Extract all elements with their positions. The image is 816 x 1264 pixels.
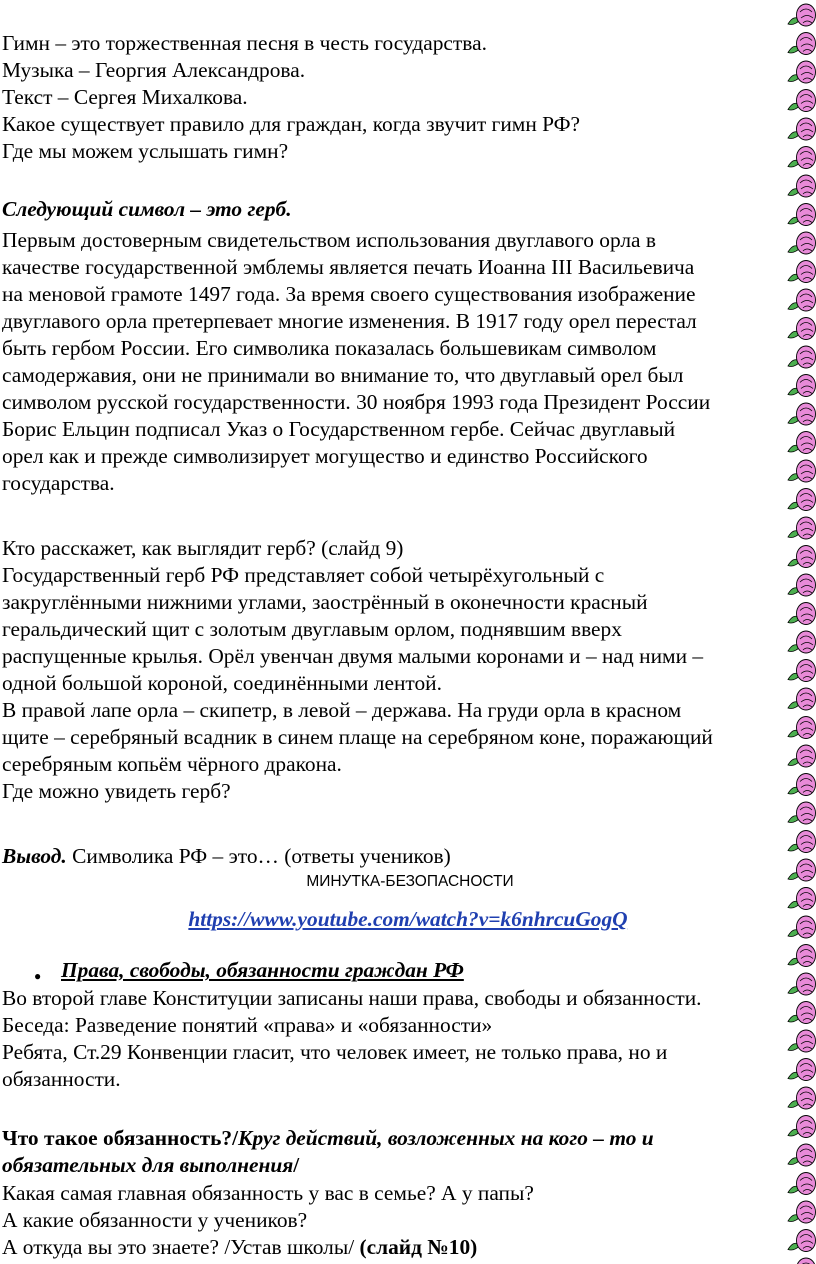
rose-icon [788, 973, 816, 995]
rose-icon [788, 1087, 816, 1109]
rose-icon [788, 774, 816, 796]
coat-line: государства. [2, 471, 115, 495]
rose-icon [788, 4, 816, 26]
anthem-music: Музыка – Георгия Александрова. [2, 58, 306, 82]
rose-icon [788, 574, 816, 596]
conclusion-text: Символика РФ – это… (ответы учеников) [66, 844, 451, 868]
video-link[interactable]: https://www.youtube.com/watch?v=k6nhrcuGogQ [188, 907, 628, 931]
duty-slash: / [293, 1153, 300, 1177]
rose-icon [788, 261, 816, 283]
rose-icon [788, 631, 816, 653]
duty-question-line [2, 1125, 654, 1152]
rose-icon [788, 546, 816, 568]
describe-line: распущенные крылья. Орёл увенчан двумя малыми коронами и – над ними – [2, 644, 704, 668]
rose-icon [788, 118, 816, 140]
last-line-text: А откуда вы это знаете? /Устав школы/ [2, 1235, 355, 1259]
rose-icon [788, 289, 816, 311]
rights-line: Беседа: Разведение понятий «права» и «обязанности» [2, 1013, 493, 1037]
describe-line: закруглёнными нижними углами, заострённый в оконечности красный [2, 590, 648, 614]
anthem-definition: Гимн – это торжественная песня в честь государства. [2, 31, 487, 55]
rights-heading: Права, свободы, обязанности граждан РФ [61, 958, 464, 982]
rights-line: Во второй главе Конституции записаны наши права, свободы и обязанности. [2, 986, 702, 1010]
describe-line: В правой лапе орла – скипетр, в левой – держава. На груди орла в красном [2, 698, 682, 722]
rose-icon [788, 61, 816, 83]
duty-question: Что такое обязанность?/ [2, 1126, 239, 1150]
rose-icon [788, 517, 816, 539]
rose-icon [788, 688, 816, 710]
rose-icon [788, 175, 816, 197]
rose-icon [788, 945, 816, 967]
rose-icon [788, 489, 816, 511]
describe-line: одной большой короной, соединёнными лентой. [2, 671, 442, 695]
anthem-rule-question: Какое существует правило для граждан, когда звучит гимн РФ? [2, 112, 581, 136]
rose-icon [788, 318, 816, 340]
describe-line: Государственный герб РФ представляет собой четырёхугольный с [2, 563, 605, 587]
conclusion-label: Вывод. [2, 844, 67, 868]
rose-icon [788, 603, 816, 625]
coat-heading: Следующий символ – это герб. [2, 197, 292, 221]
rose-icon [788, 802, 816, 824]
rose-icon [788, 745, 816, 767]
rose-border-decoration [786, 0, 816, 1264]
rose-icon [788, 1144, 816, 1166]
rose-icon [788, 346, 816, 368]
anthem-text: Текст – Сергея Михалкова. [2, 85, 248, 109]
describe-line: Кто расскажет, как выглядит герб? (слайд 9) [2, 536, 404, 560]
rose-icon [788, 90, 816, 112]
duty-definition-2: обязательных для выполнения [2, 1153, 294, 1177]
describe-line: Где можно увидеть герб? [2, 779, 231, 803]
describe-line: щите – серебряный всадник в синем плаще на серебряном коне, поражающий [2, 725, 713, 749]
rose-icon [788, 33, 816, 55]
coat-line: быть гербом России. Его символика показалась большевикам символом [2, 336, 657, 360]
duty-definition-line [2, 1152, 299, 1179]
bullet-icon: ● [34, 969, 42, 983]
rose-icon [788, 460, 816, 482]
rose-icon [788, 717, 816, 739]
describe-line: серебряным копьём чёрного дракона. [2, 752, 342, 776]
rose-icon [788, 403, 816, 425]
slide-ref: (слайд №10) [354, 1235, 478, 1259]
rose-icon [788, 1116, 816, 1138]
rose-icon [788, 1258, 816, 1264]
coat-line: качестве государственной эмблемы является печать Иоанна III Васильевича [2, 255, 695, 279]
coat-line: Первым достоверным свидетельством использования двуглавого орла в [2, 228, 656, 252]
rose-icon [788, 888, 816, 910]
rose-icon [788, 432, 816, 454]
rose-icon [788, 204, 816, 226]
rose-icon [788, 375, 816, 397]
rose-icon [788, 1059, 816, 1081]
rose-icon [788, 916, 816, 938]
rose-icon [788, 232, 816, 254]
coat-line: Борис Ельцин подписал Указ о Государственном гербе. Сейчас двуглавый [2, 417, 676, 441]
coat-line: символом русской государственности. 30 ноября 1993 года Президент России [2, 390, 711, 414]
rose-icon [788, 147, 816, 169]
conclusion [2, 843, 451, 870]
last-line [2, 1234, 477, 1261]
rights-line: обязанности. [2, 1067, 121, 1091]
coat-line: орел как и прежде символизирует могущество и единство Российского [2, 444, 648, 468]
coat-line: самодержавия, они не принимали во внимание то, что двуглавый орел был [2, 363, 684, 387]
rose-icon [788, 1201, 816, 1223]
anthem-where-question: Где мы можем услышать гимн? [2, 139, 289, 163]
rose-icon [788, 1030, 816, 1052]
duty-line: А какие обязанности у учеников? [2, 1208, 308, 1232]
rights-line: Ребята, Ст.29 Конвенции гласит, что человек имеет, не только права, но и [2, 1040, 668, 1064]
describe-line: геральдический щит с золотым двуглавым орлом, поднявшим вверх [2, 617, 622, 641]
rose-icon [788, 831, 816, 853]
rose-icon [788, 1173, 816, 1195]
coat-line: двуглавого орла претерпевает многие изменения. В 1917 году орел перестал [2, 309, 697, 333]
rose-icon [788, 1230, 816, 1252]
rose-icon [788, 660, 816, 682]
duty-line: Какая самая главная обязанность у вас в семье? А у папы? [2, 1181, 534, 1205]
minute-title: МИНУТКА-БЕЗОПАСНОСТИ [306, 873, 514, 890]
rose-icon [788, 1002, 816, 1024]
coat-line: на меновой грамоте 1497 года. За время своего существования изображение [2, 282, 696, 306]
rose-icon [788, 859, 816, 881]
duty-definition: Круг действий, возложенных на кого – то и [238, 1126, 654, 1150]
